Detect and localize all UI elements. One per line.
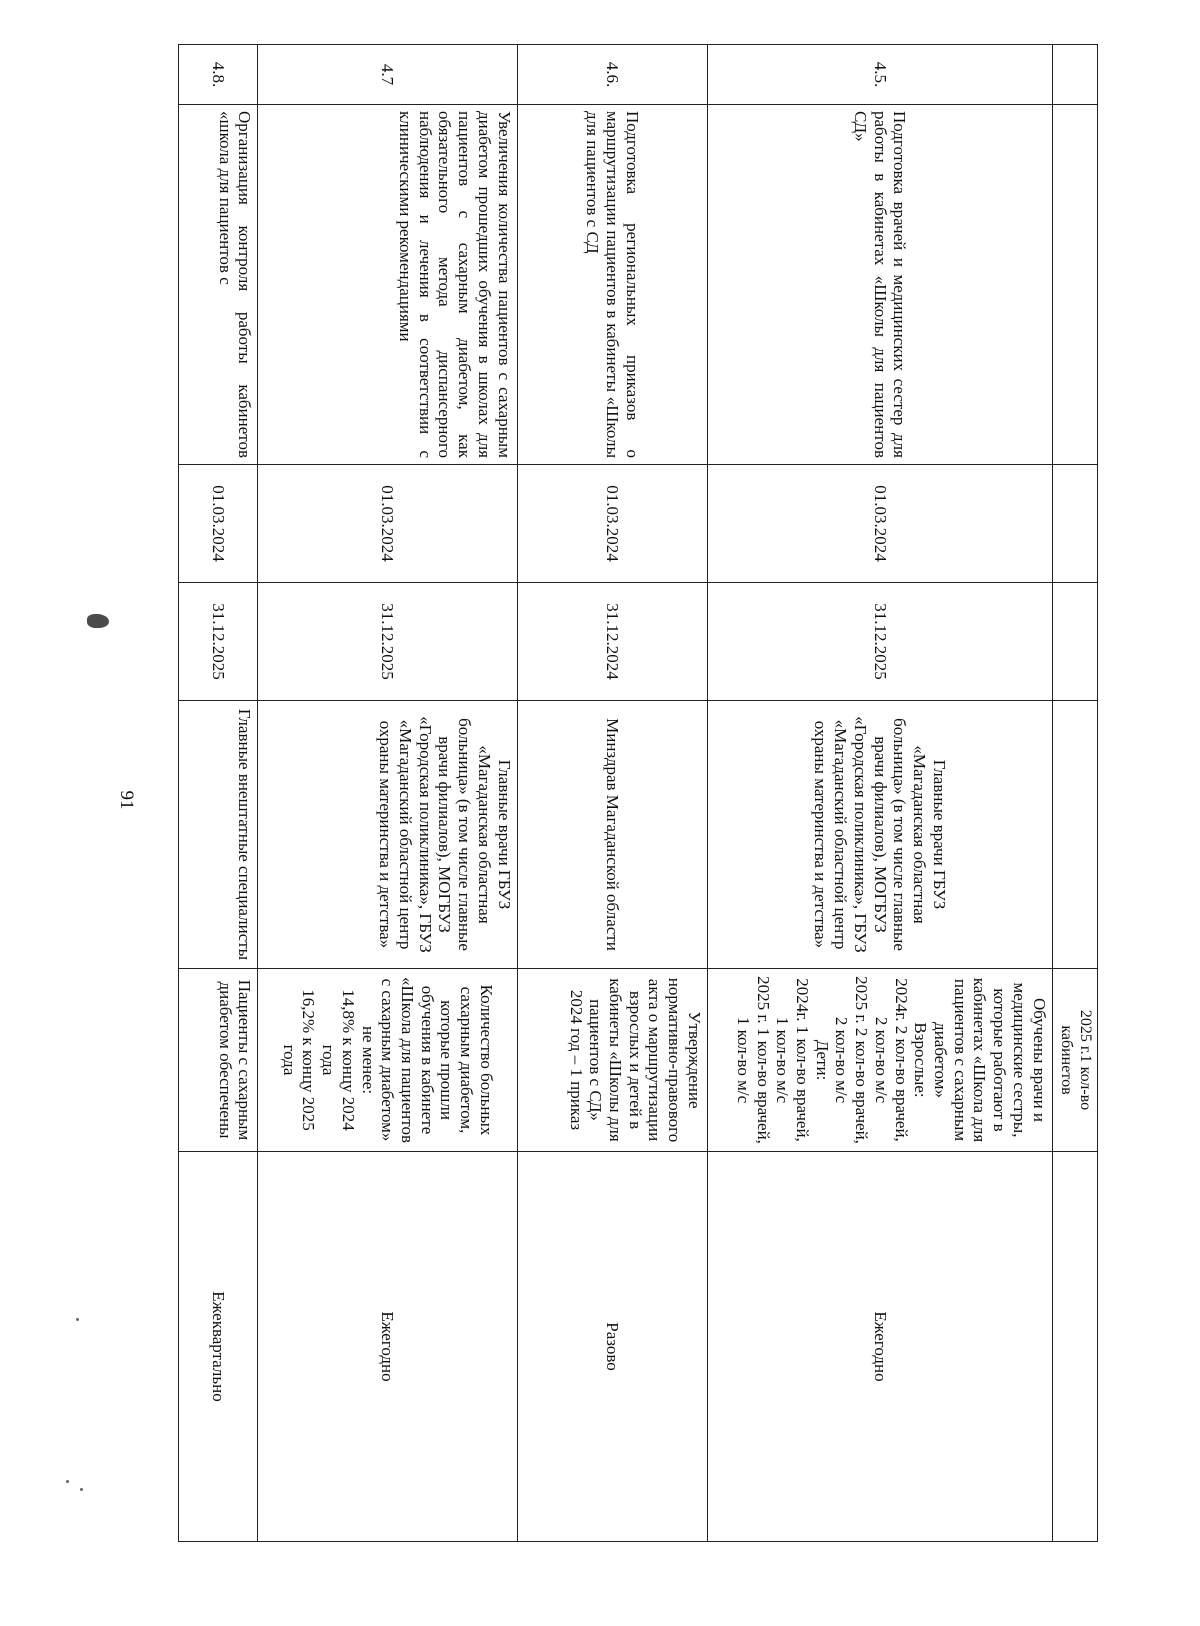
result-line: Дети: <box>812 1039 832 1081</box>
cell-end-date: 31.12.2024 <box>517 583 707 701</box>
result-line: 2025 г. 2 кол-во врачей, 2 кол-во м/с <box>832 976 872 1144</box>
cell-empty <box>1052 701 1097 969</box>
scan-artifact <box>66 1480 69 1483</box>
result-line: Количество больных сахарным диабетом, которые прошли обучения в кабинете «Школа для пациентов с сахарным диабетом» не менее: <box>358 976 496 1143</box>
page-number: 91 <box>116 790 137 810</box>
result-line: 16,2% к концу 2025 года <box>279 989 319 1131</box>
cell-indicator-tail: 2025 г.1 кол-во кабинетов <box>1052 969 1097 1152</box>
cell-start-date: 01.03.2024 <box>517 465 707 583</box>
cell-responsible: Главные внештатные специалисты <box>179 701 258 969</box>
result-line: 2025 г. 1 кол-во врачей, 1 кол-во м/с <box>733 976 773 1144</box>
cell-number: 4.8. <box>179 45 258 105</box>
cell-result <box>707 969 1052 1152</box>
cell-number: 4.7 <box>258 45 517 105</box>
cell-end-date: 31.12.2025 <box>707 583 1052 701</box>
result-line: 14,8% к концу 2024 года <box>319 989 358 1131</box>
table-row <box>258 45 517 1542</box>
cell-empty <box>1052 1152 1097 1542</box>
rotated-table-container <box>178 44 1098 1541</box>
result-line: 2024 год – 1 приказ <box>566 989 586 1131</box>
cell-end-date: 31.12.2025 <box>258 583 517 701</box>
cell-frequency: Ежеквартально <box>179 1152 258 1542</box>
cell-number: 4.6. <box>517 45 707 105</box>
cell-start-date: 01.03.2024 <box>707 465 1052 583</box>
cell-empty <box>1052 45 1097 105</box>
cell-start-date: 01.03.2024 <box>258 465 517 583</box>
scan-artifact <box>80 1488 83 1491</box>
table-row <box>707 45 1052 1542</box>
action-plan-table <box>178 44 1098 1542</box>
result-line: Утверждение нормативно-правового акта о маршрутизации взрослых и детей в кабинеты «Школы для пациентов с СД» <box>586 977 704 1143</box>
cell-event: Подготовка врачей и медицинских сестер для работы в кабинетах «Школы для пациентов СД» <box>707 105 1052 465</box>
cell-responsible: Главные врачи ГБУЗ «Магаданская областная больница» (в том числе главные врачи филиалов), МОГБУЗ «Городская поликлиника», ГБУЗ «Магаданский областной центр охраны материнства и детства» <box>258 701 517 969</box>
cell-event: Подготовка региональных приказов о маршрутизации пациентов в кабинеты «Школы для пациентов с СД <box>517 105 707 465</box>
cell-number: 4.5. <box>707 45 1052 105</box>
cell-end-date: 31.12.2025 <box>179 583 258 701</box>
result-line: Обучены врачи и медицинские сестры, которые работают в кабинетах «Школа для пациентов с сахарным диабетом» <box>931 977 1049 1143</box>
cell-frequency: Ежегодно <box>707 1152 1052 1542</box>
scan-artifact <box>87 614 109 628</box>
cell-event: Организация контроля работы кабинетов «школа для пациентов с <box>179 105 258 465</box>
cell-empty <box>1052 105 1097 465</box>
table-row <box>179 45 258 1542</box>
cell-empty <box>1052 583 1097 701</box>
cell-responsible: Главные врачи ГБУЗ «Магаданская областная больница» (в том числе главные врачи филиалов), МОГБУЗ «Городская поликлиника», ГБУЗ «Магаданский областной центр охраны материнства и детства» <box>707 701 1052 969</box>
result-line: 2024г. 2 кол-во врачей, 2 кол-во м/с <box>871 978 911 1142</box>
cell-result <box>258 969 517 1152</box>
cell-empty <box>1052 465 1097 583</box>
result-line: Пациенты с сахарным диабетом обеспечены <box>215 979 255 1141</box>
table-row <box>1052 45 1097 1542</box>
cell-frequency: Разово <box>517 1152 707 1542</box>
cell-result <box>179 969 258 1152</box>
result-line: Взрослые: <box>911 1022 931 1098</box>
cell-start-date: 01.03.2024 <box>179 465 258 583</box>
scan-artifact <box>76 1318 79 1321</box>
cell-frequency: Ежегодно <box>258 1152 517 1542</box>
cell-result <box>517 969 707 1152</box>
table-row <box>517 45 707 1542</box>
cell-responsible: Минздрав Магаданской области <box>517 701 707 969</box>
result-line: 2024г. 1 кол-во врачей, 1 кол-во м/с <box>773 978 813 1142</box>
cell-event: Увеличения количества пациентов с сахарным диабетом прошедших обучения в школах для пациентов с сахарным диабетом, как обязательного метода диспансерного наблюдения и лечения в соответствии с клиническими рекомендациями <box>258 105 517 465</box>
